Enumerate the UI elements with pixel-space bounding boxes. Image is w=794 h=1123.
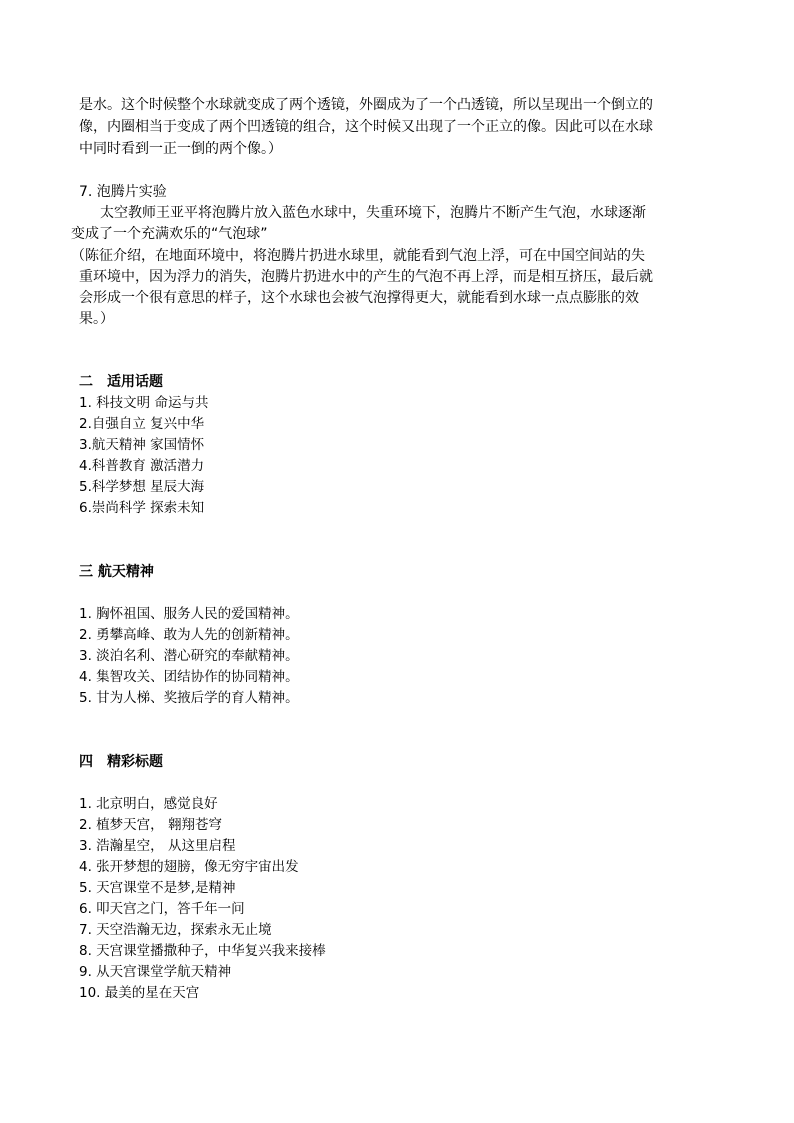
- topic-item: 3.航天精神 家国情怀: [79, 437, 205, 453]
- title-item: 7. 天空浩瀚无边，探索永无止境: [79, 922, 272, 938]
- title-item: 3. 浩瀚星空， 从这里启程: [79, 838, 236, 854]
- title-item: 2. 植梦天宫， 翱翔苍穹: [79, 817, 222, 833]
- spirit-item: 3. 淡泊名利、潜心研究的奉献精神。: [79, 648, 299, 664]
- experiment-note-line-2: 重环境中，因为浮力的消失，泡腾片扔进水中的产生的气泡不再上浮，而是相互挤压，最后就: [79, 269, 653, 285]
- section-heading-topics: 二 适用话题: [79, 374, 163, 390]
- experiment-desc-line-2: 变成了一个充满欢乐的“气泡球”: [71, 226, 268, 242]
- experiment-note-line-4: 果。）: [79, 311, 114, 327]
- spirit-item: 5. 甘为人梯、奖掖后学的育人精神。: [79, 690, 299, 706]
- title-item: 5. 天宫课堂不是梦,是精神: [79, 880, 236, 896]
- intro-line-3: 中同时看到一正一倒的两个像。）: [79, 141, 282, 157]
- title-item: 8. 天宫课堂播撒种子，中华复兴我来接棒: [79, 943, 326, 959]
- spirit-item: 4. 集智攻关、团结协作的协同精神。: [79, 669, 299, 685]
- spirit-item: 1. 胸怀祖国、服务人民的爱国精神。: [79, 606, 299, 622]
- title-item: 4. 张开梦想的翅膀，像无穷宇宙出发: [79, 859, 299, 875]
- section-heading-titles: 四 精彩标题: [79, 754, 163, 770]
- section-heading-spirit: 三 航天精神: [79, 564, 154, 580]
- experiment-note-line-1: （陈征介绍，在地面环境中，将泡腾片扔进水球里，就能看到气泡上浮，可在中国空间站的失: [71, 248, 645, 264]
- topic-item: 4.科普教育 激活潜力: [79, 458, 205, 474]
- experiment-title: 7. 泡腾片实验: [79, 184, 167, 200]
- topic-item: 2.自强自立 复兴中华: [79, 416, 205, 432]
- spirit-item: 2. 勇攀高峰、敢为人先的创新精神。: [79, 627, 299, 643]
- title-item: 1. 北京明白，感觉良好: [79, 796, 218, 812]
- title-item: 9. 从天宫课堂学航天精神: [79, 964, 232, 980]
- topic-item: 5.科学梦想 星辰大海: [79, 479, 205, 495]
- experiment-note-line-3: 会形成一个很有意思的样子，这个水球也会被气泡撑得更大，就能看到水球一点点膨胀的效: [79, 290, 639, 306]
- intro-line-1: 是水。这个时候整个水球就变成了两个透镜，外圈成为了一个凸透镜，所以呈现出一个倒立的: [79, 97, 653, 113]
- topic-item: 6.崇尚科学 探索未知: [79, 500, 205, 516]
- title-item: 10. 最美的星在天宫: [79, 985, 200, 1001]
- experiment-desc-line-1: 太空教师王亚平将泡腾片放入蓝色水球中，失重环境下，泡腾片不断产生气泡，水球逐渐: [100, 205, 646, 221]
- topic-item: 1. 科技文明 命运与共: [79, 395, 209, 411]
- title-item: 6. 叩天宫之门，答千年一问: [79, 901, 245, 917]
- intro-line-2: 像，内圈相当于变成了两个凹透镜的组合，这个时候又出现了一个正立的像。因此可以在水球: [79, 119, 653, 135]
